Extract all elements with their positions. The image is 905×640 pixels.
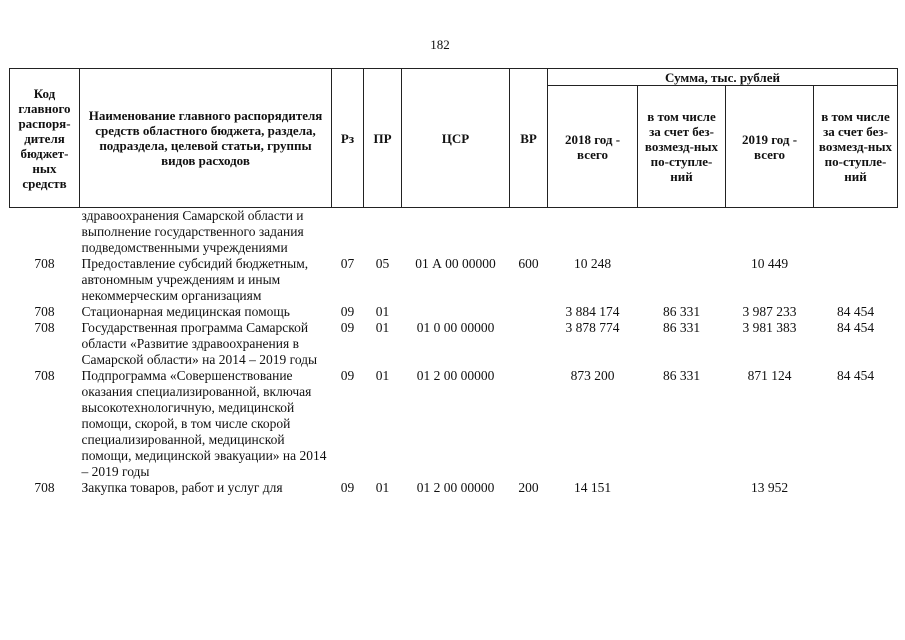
row-name: Государственная программа Самарской области «Развитие здравоохранения в Самарской области» на 2014 – 2019 годы	[81, 320, 318, 367]
row-rz: 07	[340, 256, 355, 271]
row-csr: 01 0 00 00000	[416, 320, 495, 335]
row-sum-2019: 3 987 233	[742, 304, 797, 319]
row-sum-2019: 10 449	[750, 256, 789, 271]
row-pr: 01	[375, 304, 390, 319]
row-sum-2019-incl: 84 454	[836, 368, 875, 383]
row-sum-2019-incl: 84 454	[836, 304, 875, 319]
row-code: 708	[34, 368, 55, 383]
row-rz: 09	[340, 480, 355, 495]
row-vr: 600	[518, 256, 539, 271]
row-csr: 01 2 00 00000	[416, 480, 495, 495]
row-sum-2018: 14 151	[573, 480, 612, 495]
row-csr	[402, 304, 510, 320]
row-name: Подпрограмма «Совершенствование оказания специализированной, включая высокотехнологичную, медицинской помощи, скорой, в том числе скорой специализированной, медицинской помощи, медицинской эвакуации» на 2014 – 2019 годы	[81, 368, 327, 479]
row-vr	[510, 368, 548, 480]
col-header-pr: ПР	[364, 69, 402, 208]
row-sum-2019: 13 952	[750, 480, 789, 495]
col-header-vr: ВР	[510, 69, 548, 208]
row-sum-2018-incl	[638, 256, 726, 304]
row-name: Закупка товаров, работ и услуг для	[81, 480, 283, 495]
row-rz: 09	[340, 304, 355, 319]
table-row	[10, 368, 898, 480]
col-header-2018-incl: в том числе за счет без-возмезд-ных по-ступле-ний	[638, 86, 726, 208]
row-code: 708	[34, 304, 55, 319]
row-sum-2019-incl: 84 454	[836, 320, 875, 335]
table-row	[10, 480, 898, 496]
col-header-csr: ЦСР	[402, 69, 510, 208]
row-sum-2018	[548, 208, 638, 257]
row-pr: 01	[375, 320, 390, 335]
page-number: 182	[430, 37, 450, 52]
table-row	[10, 304, 898, 320]
row-sum-2019-incl	[814, 256, 898, 304]
row-sum-2018-incl	[638, 480, 726, 496]
row-vr	[510, 208, 548, 257]
row-sum-2019: 871 124	[747, 368, 792, 383]
row-name: Стационарная медицинская помощь	[81, 304, 290, 319]
row-rz	[332, 208, 364, 257]
col-header-2019: 2019 год - всего	[726, 86, 814, 208]
col-header-2019-incl: в том числе за счет без-возмезд-ных по-ступле-ний	[814, 86, 898, 208]
table-row	[10, 256, 898, 304]
col-header-2018: 2018 год - всего	[548, 86, 638, 208]
row-code	[10, 208, 80, 257]
budget-table	[9, 68, 898, 496]
row-sum-2019-incl	[814, 208, 898, 257]
row-vr	[510, 304, 548, 320]
row-code: 708	[34, 480, 55, 495]
row-name: здравоохранения Самарской области и выполнение государственного задания подведомственными учреждениями	[81, 208, 304, 255]
row-pr: 01	[375, 368, 390, 383]
row-sum-2018-incl: 86 331	[662, 320, 701, 335]
row-sum-2018-incl	[638, 208, 726, 257]
col-header-sum: Сумма, тыс. рублей	[548, 69, 898, 86]
row-sum-2018: 10 248	[573, 256, 612, 271]
row-sum-2018: 3 884 174	[565, 304, 620, 319]
row-csr: 01 А 00 00000	[415, 256, 496, 271]
table-row	[10, 320, 898, 368]
row-code: 708	[34, 320, 55, 335]
row-sum-2018-incl: 86 331	[662, 304, 701, 319]
col-header-code: Код главного распоря-дителя бюджет-ных средств	[10, 69, 80, 208]
col-header-rz: Рз	[332, 69, 364, 208]
row-csr	[402, 208, 510, 257]
row-pr	[364, 208, 402, 257]
row-csr: 01 2 00 00000	[416, 368, 495, 383]
row-sum-2019-incl	[814, 480, 898, 496]
row-vr: 200	[518, 480, 539, 495]
row-sum-2018-incl: 86 331	[662, 368, 701, 383]
col-header-name: Наименование главного распорядителя средств областного бюджета, раздела, подраздела, целевой статьи, группы видов расходов	[80, 69, 332, 208]
row-name: Предоставление субсидий бюджетным, автономным учреждениям и иным некоммерческим организациям	[81, 256, 309, 303]
row-sum-2018: 873 200	[570, 368, 615, 383]
row-rz: 09	[340, 368, 355, 383]
row-pr: 05	[375, 256, 390, 271]
row-sum-2019	[726, 208, 814, 257]
row-pr: 01	[375, 480, 390, 495]
row-sum-2019: 3 981 383	[742, 320, 797, 335]
row-vr	[510, 320, 548, 368]
row-code: 708	[34, 256, 55, 271]
row-sum-2018: 3 878 774	[565, 320, 620, 335]
table-row	[10, 208, 898, 257]
row-rz: 09	[340, 320, 355, 335]
